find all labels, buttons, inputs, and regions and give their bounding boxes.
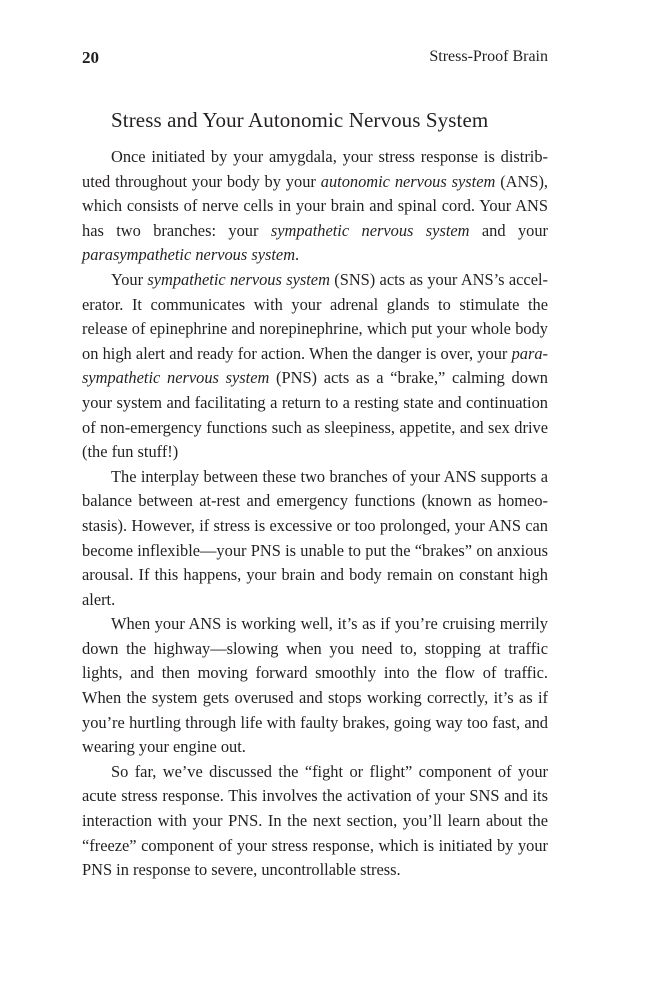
italic-term: parasympathetic nervous system <box>82 245 296 265</box>
book-title: Stress-Proof Brain <box>429 48 548 65</box>
italic-term: sympathetic nervous system <box>270 220 470 240</box>
italic-term: sympathetic nervous system <box>147 269 330 289</box>
body-text <box>82 145 548 883</box>
italic-term: autonomic nervous system <box>320 171 496 191</box>
paragraph: When your ANS is working well, it’s as if you’re cruising merrily down the highway—slowing when you need to, stopping at traffic lights, and then moving forward smoothly into the flow of traffic. When the system gets overused and stops working correctly, it’s as if you’re hurtling through life with faulty brakes, going way too fast, and wearing your engine out. <box>82 614 548 757</box>
running-header <box>82 48 548 70</box>
paragraph: Your sympathetic nervous system (SNS) acts as your ANS’s accelerator. It communicates with your adrenal glands to stimulate the release of epinephrine and norepinephrine, which put your whole body on high alert and ready for action. When the danger is over, your parasympathetic nervous system (PNS) acts as a “brake,” calming down your system and facilitating a return to a resting state and continuation of non-emergency functions such as sleepiness, appetite, and sex drive (the fun stuff!) <box>82 269 548 462</box>
paragraph: Once initiated by your amygdala, your stress response is distributed throughout your body by your autonomic nervous system (ANS), which consists of nerve cells in your brain and spinal cord. Your ANS has two branches: your sympathetic nervous system and your parasympathetic nervous system. <box>82 147 549 265</box>
page-number: 20 <box>82 48 99 67</box>
italic-term: parasympathetic nervous system <box>82 343 548 388</box>
paragraph: The interplay between these two branches of your ANS supports a balance between at-rest and emergency functions (known as homeostasis). However, if stress is excessive or too prolonged, your ANS can become inflexible—your PNS is unable to put the “brakes” on anxious arousal. If this happens, your brain and body remain on constant high alert. <box>82 466 548 609</box>
paragraph: So far, we’ve discussed the “fight or flight” component of your acute stress response. This involves the activation of your SNS and its interaction with your PNS. In the next section, you’ll learn about the “freeze” component of your stress response, which is initiated by your PNS in response to severe, uncontrollable stress. <box>82 761 548 880</box>
section-heading: Stress and Your Autonomic Nervous System <box>111 108 489 132</box>
